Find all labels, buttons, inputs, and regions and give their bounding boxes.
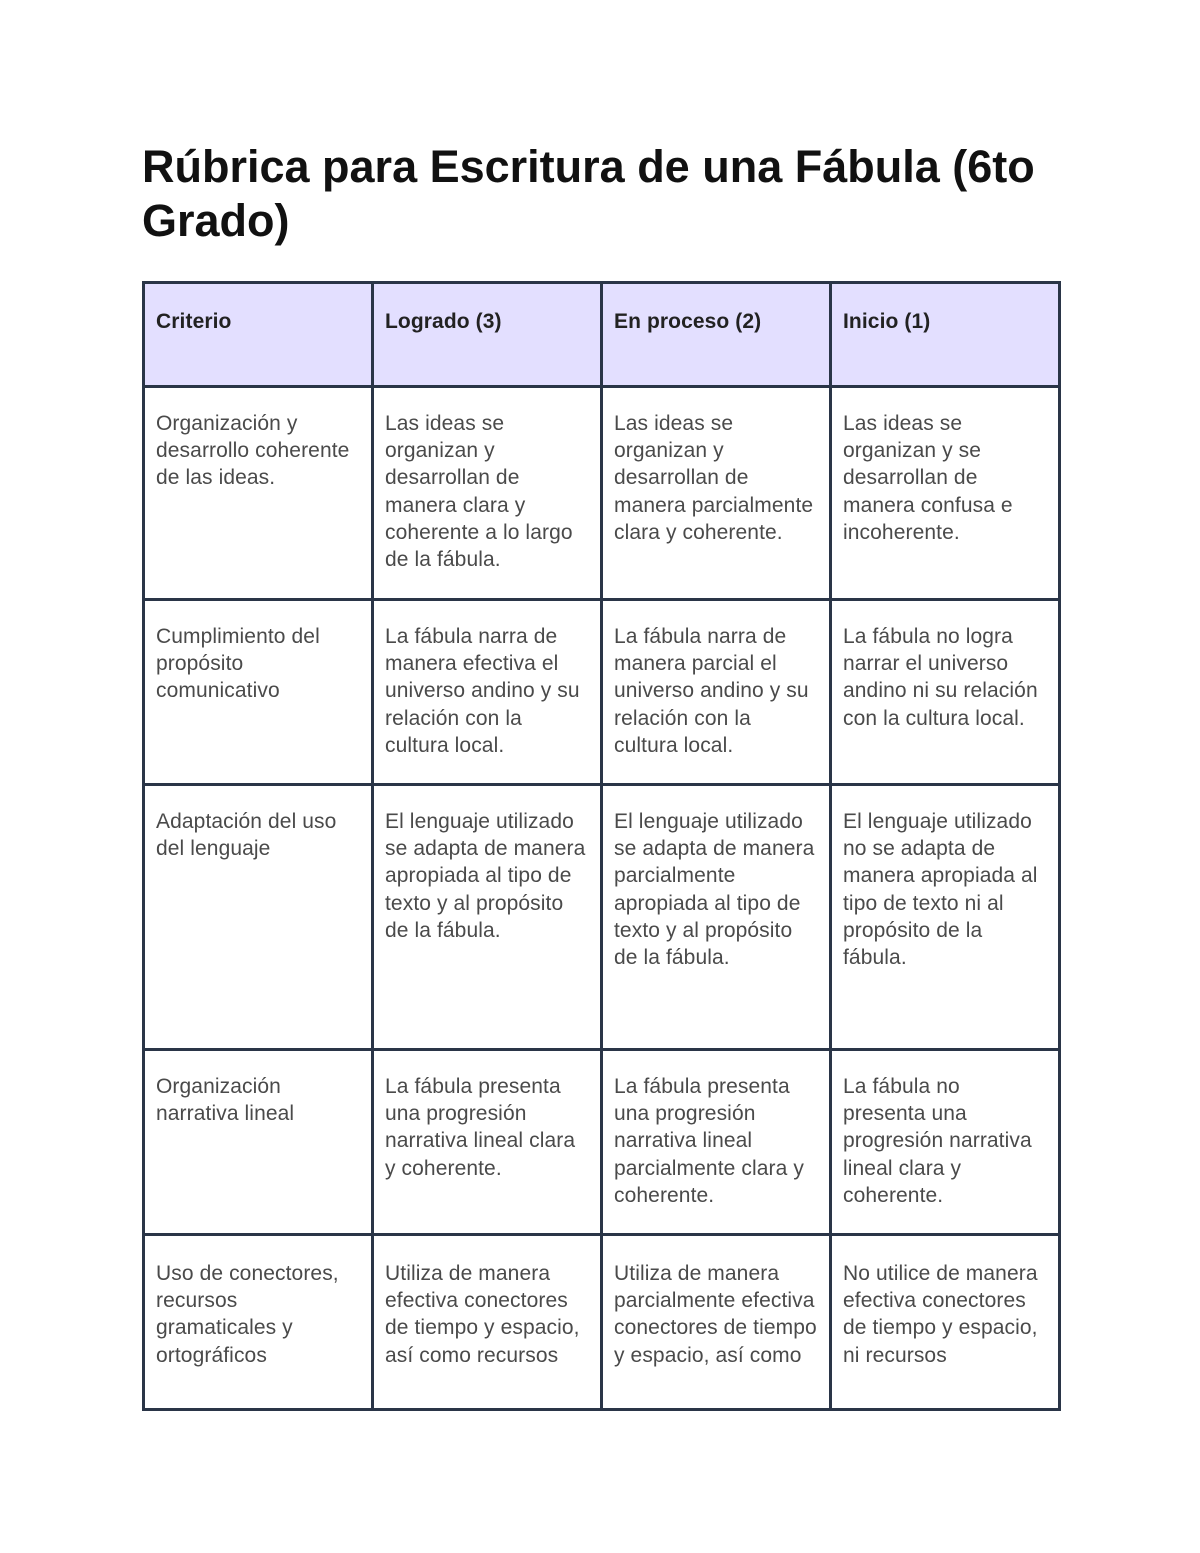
criterion-cell: Adaptación del uso del lenguaje — [144, 785, 373, 1050]
en-proceso-cell: El lenguaje utilizado se adapta de manera parcialmente apropiada al tipo de texto y al propósito de la fábula. — [602, 785, 831, 1050]
rubric-table — [142, 281, 1061, 1411]
criterion-cell: Organización narrativa lineal — [144, 1050, 373, 1235]
logrado-cell: La fábula presenta una progresión narrativa lineal clara y coherente. — [373, 1050, 602, 1235]
en-proceso-cell: La fábula narra de manera parcial el universo andino y su relación con la cultura local. — [602, 600, 831, 785]
inicio-cell: Las ideas se organizan y se desarrollan de manera confusa e incoherente. — [831, 387, 1060, 600]
table-row — [144, 600, 1060, 785]
header-logrado: Logrado (3) — [373, 283, 602, 387]
logrado-cell: La fábula narra de manera efectiva el universo andino y su relación con la cultura local. — [373, 600, 602, 785]
table-row — [144, 387, 1060, 600]
logrado-cell: Utiliza de manera efectiva conectores de tiempo y espacio, así como recursos — [373, 1235, 602, 1410]
inicio-cell: La fábula no logra narrar el universo andino ni su relación con la cultura local. — [831, 600, 1060, 785]
criterion-cell: Cumplimiento del propósito comunicativo — [144, 600, 373, 785]
table-row — [144, 1050, 1060, 1235]
header-criterio: Criterio — [144, 283, 373, 387]
table-header-row — [144, 283, 1060, 387]
logrado-cell: Las ideas se organizan y desarrollan de manera clara y coherente a lo largo de la fábula. — [373, 387, 602, 600]
header-inicio: Inicio (1) — [831, 283, 1060, 387]
en-proceso-cell: La fábula presenta una progresión narrativa lineal parcialmente clara y coherente. — [602, 1050, 831, 1235]
en-proceso-cell: Utiliza de manera parcialmente efectiva conectores de tiempo y espacio, así como — [602, 1235, 831, 1410]
document-title: Rúbrica para Escritura de una Fábula (6to Grado) — [142, 141, 1035, 246]
table-row — [144, 785, 1060, 1050]
en-proceso-cell: Las ideas se organizan y desarrollan de manera parcialmente clara y coherente. — [602, 387, 831, 600]
header-en-proceso: En proceso (2) — [602, 283, 831, 387]
criterion-cell: Uso de conectores, recursos gramaticales y ortográficos — [144, 1235, 373, 1410]
table-row — [144, 1235, 1060, 1410]
inicio-cell: La fábula no presenta una progresión narrativa lineal clara y coherente. — [831, 1050, 1060, 1235]
logrado-cell: El lenguaje utilizado se adapta de manera apropiada al tipo de texto y al propósito de la fábula. — [373, 785, 602, 1050]
inicio-cell: El lenguaje utilizado no se adapta de manera apropiada al tipo de texto ni al propósito de la fábula. — [831, 785, 1060, 1050]
inicio-cell: No utilice de manera efectiva conectores de tiempo y espacio, ni recursos — [831, 1235, 1060, 1410]
criterion-cell: Organización y desarrollo coherente de las ideas. — [144, 387, 373, 600]
